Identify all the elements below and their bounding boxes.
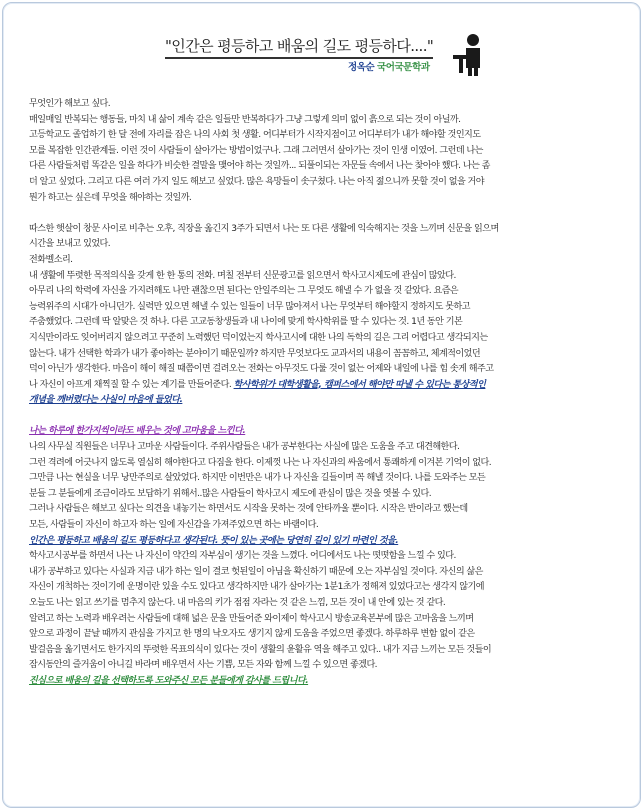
- byline: [348, 59, 430, 73]
- article-header: [3, 27, 640, 87]
- text-line: 능력위주의 시대가 아니던가. 실력만 있으면 해낼 수 있는 일들이 너무 많아져서 나는 무엇부터 해야할지 정하지도 못하고: [29, 301, 470, 312]
- text-line: 학사고시공부를 하면서 나는 나 자신이 약간의 자부심이 생기는 것을 느꼈다. 어디에서도 나는 떳떳함을 느낄 수 있다.: [29, 551, 456, 562]
- article-frame: [2, 2, 641, 808]
- text-line: 시간을 보내고 있었다.: [29, 239, 111, 250]
- author-department: 국어국문학과: [376, 62, 430, 73]
- text-line: 나의 사무실 직원들은 너무나 고마운 사람들이다. 주위사람들은 내가 공부한다는 사실에 많은 도움을 주고 대견해한다.: [29, 442, 460, 453]
- text-line: 고등학교도 졸업하기 한 달 전에 자리를 잡은 나의 사회 첫 생활. 어디부터가 시작지점이고 어디부터가 내가 해야할 것인지도: [29, 130, 481, 141]
- paragraph-gap: [29, 206, 623, 222]
- author-name: 정옥순: [348, 62, 375, 73]
- text-line: 아무리 나의 학력에 자신을 가지려해도 나만 괜찮으면 된다는 안일주의는 그 무엇도 해낼 수 가 없을 것 같았다. 요즘은: [29, 286, 459, 297]
- text-line: 매일매일 반복되는 행동들, 마치 내 삶이 계속 같은 일들만 반복하다가 그냥 그렇게 의미 없이 흙으로 되는 것이 아닐까.: [29, 114, 461, 125]
- highlight-sentence: 학사학위가 대학생활을, 캠퍼스에서 해야만 따낼 수 있다는 통상적인: [233, 379, 486, 390]
- article-title: "인간은 평등하고 배움의 길도 평등하다....": [165, 35, 433, 59]
- text-line: 않는다. 내가 선택한 학과가 내가 좋아하는 분야이기 때문일까? 하지만 무엇보다도 교과서의 내용이 꼼꼼하고, 체계적이었던: [29, 348, 481, 359]
- text-line: 주춤했었다. 그런데 딱 알맞은 것 하나. 다른 고교동창생들과 내 나이에 맞게 학사학위를 딸 수 있다는 것. 1년 동안 기본: [29, 317, 463, 328]
- text-line: 그러나 사람들은 해보고 싶다는 의견을 내놓기는 하면서도 시작을 못하는 것에 안타까울 뿐이다. 시작은 반이라고 했는데: [29, 504, 468, 515]
- text-line: 지식만이라도 잊어버리지 않으려고 꾸준히 노력했던 덕이었는지 학사고시에 대한 나의 독학의 길은 그리 어렵다고 생각되지는: [29, 332, 488, 343]
- text-line: 앞으로 과정이 끝날 때까지 관심을 가지고 한 명의 낙오자도 생기지 않게 도움을 주었으면 좋겠다. 하루하루 변함 없이 같은: [29, 629, 475, 640]
- highlight-heading: 나는 하루에 한가지씩이라도 배우는 것에 고마움을 느낀다.: [29, 426, 246, 437]
- text-line: 덕이 아닌가 생각한다. 마음이 해이 해질 때쯤이면 걸려오는 전화는 아무것도 다룰 것이 없는 어제와 내일에 나를 힘 솟게 해주고: [29, 364, 494, 375]
- text-line: 내가 공부하고 있다는 사실과 지금 내가 하는 일이 결코 헛된일이 아님을 확신하기 때문에 오는 자부심일 것이다. 자신의 삶은: [29, 566, 483, 577]
- text-line: 그런 격려에 어긋나지 않도록 열심히 해야한다고 다짐을 한다. 이제껏 나는 나 자신과의 싸움에서 통쾌하게 이겨본 기억이 없다.: [29, 457, 492, 468]
- text-line: 알려고 하는 노력과 배우려는 사람들에 대해 넓은 문을 만들어준 와이제이 학사고시 방송교육본부에 많은 고마움을 느끼며: [29, 613, 474, 624]
- text-line: 오늘도 나는 읽고 쓰기를 멈추지 않는다. 내 마음의 키가 점점 자라는 것 같은 느낌, 모든 것이 내 안에 있는 것 같다.: [29, 598, 446, 608]
- text-segment: 나 자신이 아프게 채찍질 할 수 있는 계기를 만들어준다.: [29, 379, 232, 390]
- closing-sentence: 진심으로 배움의 길을 선택하도록 도와주신 모든 분들에게 감사를 드립니다.: [29, 675, 309, 686]
- text-line: 그만큼 나는 현실을 너무 낭만주의로 살았었다. 하지만 이번만은 내가 나 자신을 길들이며 꼭 해낼 것이다. 나를 도와주는 모든: [29, 473, 486, 484]
- article-body: [29, 97, 623, 690]
- text-line: 다른 사람들처럼 똑같은 일을 하다가 비슷한 결말을 맺어야 하는 것일까... 되풀이되는 자문들 속에서 나는 찾아야 했다. 나는 좀: [29, 161, 490, 172]
- person-at-desk-icon: [451, 33, 491, 77]
- text-line: 더 알고 싶었다. 그리고 다른 여러 가지 일도 해보고 싶었다. 많은 욕망들이 솟구쳤다. 나는 아직 젊으니까 못할 것이 없을 거야: [29, 176, 484, 187]
- text-line: 따스한 햇살이 창문 사이로 비추는 오후, 직장을 옮긴지 3주가 되면서 나는 또 다른 생활에 익숙해지는 것을 느끼며 신문을 읽으며: [29, 223, 499, 234]
- text-line: 잠시동안의 즐거움이 아니길 바라며 배우면서 사는 기쁨, 모든 자와 함께 느낄 수 있으면 좋겠다.: [29, 660, 378, 671]
- text-line: 분들 그 분들에게 조금이라도 보답하기 위해서..많은 사람들이 학사고시 제도에 관심이 많은 것을 엿볼 수 있다.: [29, 488, 432, 499]
- paragraph-gap: [29, 409, 623, 425]
- text-line: 무엇인가 해보고 싶다.: [29, 99, 111, 109]
- highlight-heading: 인간은 평등하고 배움의 길도 평등하다고 생각된다. 뜻이 있는 곳에는 당연히 길이 있기 마련인 것을.: [29, 535, 399, 546]
- highlight-sentence: 개념을 깨버렸다는 사실이 마음에 들었다.: [29, 395, 183, 406]
- text-line: 자신이 개척하는 것이기에 운명이란 있을 수도 있다고 생각하지만 내가 살아가는 1분1초가 정해져 있었다고는 생각지 않기에: [29, 582, 484, 593]
- text-line: 뭔가 하고는 싶은데 무엇을 해야하는 것일까.: [29, 192, 192, 203]
- text-line: 전화벨소리.: [29, 254, 73, 265]
- text-line: 모든, 사람들이 자신이 하고자 하는 일에 자신감을 가져주었으면 하는 바램이다.: [29, 520, 319, 531]
- text-line: 내 생활에 뚜렷한 목적의식을 갖게 한 한 통의 전화. 며칠 전부터 신문광고를 읽으면서 학사고시제도에 관심이 많았다.: [29, 270, 456, 281]
- text-line: [29, 378, 623, 394]
- text-line: 발걸음을 옮기면서도 한가지의 뚜렷한 목표의식이 있다는 것이 생활의 윤활유 역을 해주고 있다.. 내가 지금 느끼는 모든 것들이: [29, 644, 492, 655]
- text-line: 모를 복잡한 인간관계들. 이런 것이 사람들이 살아가는 방법이었구나. 그래 그러면서 살아가는 것이 인생 이였어. 그런데 나는: [29, 145, 483, 156]
